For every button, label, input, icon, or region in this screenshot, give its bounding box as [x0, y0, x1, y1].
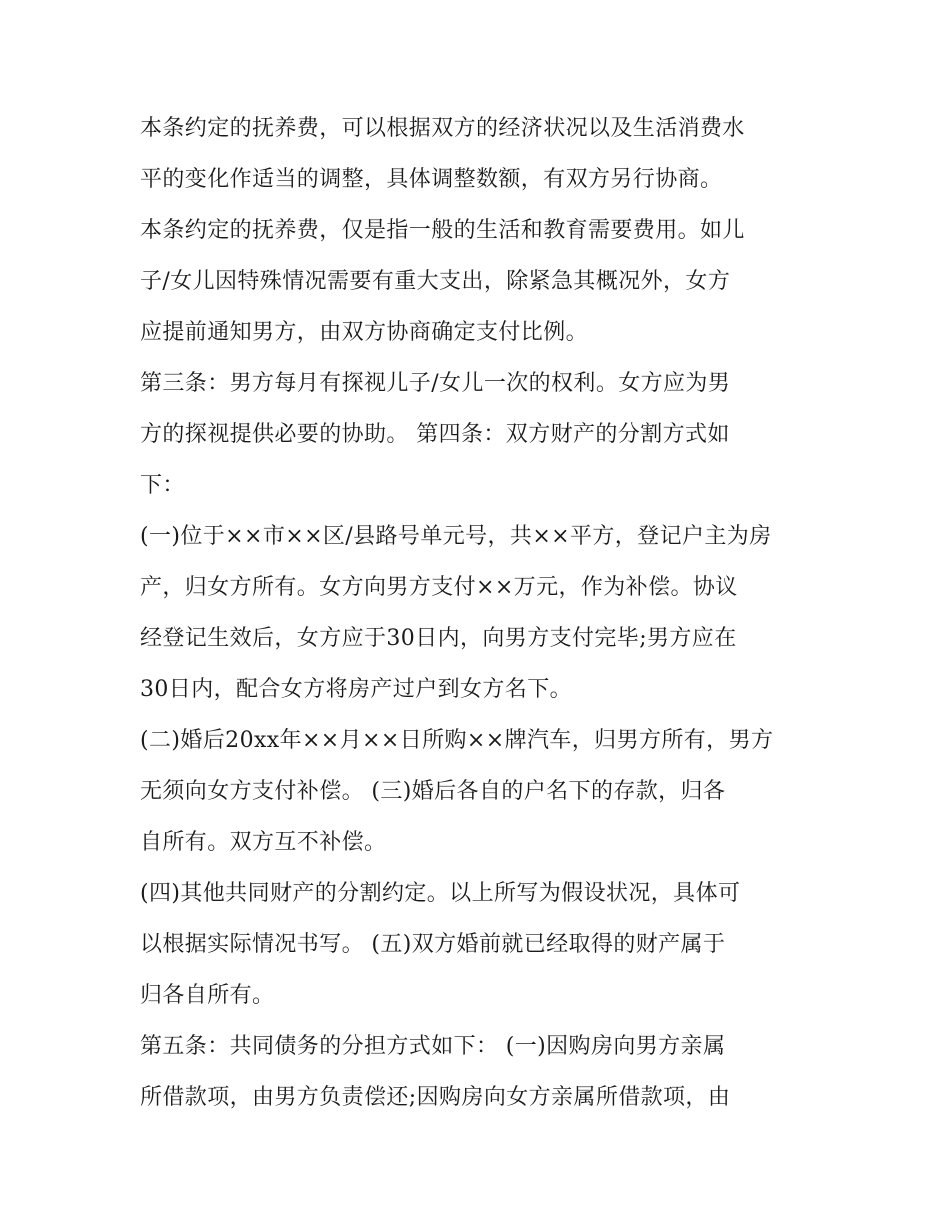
text-line: 自所有。双方互不补偿。	[140, 830, 387, 855]
document-body	[140, 103, 820, 1123]
text-line: 产，归女方所有。女方向男方支付××万元，作为补偿。协议	[140, 575, 738, 600]
text-line: 方的探视提供必要的协助。 第四条：双方财产的分割方式如	[140, 422, 730, 447]
text-line: 第三条：男方每月有探视儿子/女儿一次的权利。女方应为男	[140, 371, 731, 396]
text-line: 子/女儿因特殊情况需要有重大支出，除紧急其概况外，女方	[140, 269, 731, 294]
text-line: 归各自所有。	[140, 983, 275, 1008]
text-line: 经登记生效后，女方应于30日内，向男方支付完毕;男方应在	[140, 626, 737, 651]
text-line: 无须向女方支付补偿。 (三)婚后各自的户名下的存款，归各	[140, 779, 726, 804]
text-line: 30日内，配合女方将房产过户到女方名下。	[140, 677, 572, 702]
text-line: 下：	[140, 473, 185, 498]
text-line: (四)其他共同财产的分割约定。以上所写为假设状况，具体可	[140, 881, 741, 906]
text-line: 本条约定的抚养费，仅是指一般的生活和教育需要费用。如儿	[140, 218, 745, 243]
text-line: (二)婚后20xx年××月××日所购××牌汽车，归男方所有，男方	[140, 728, 774, 753]
text-line: (一)位于××市××区/县路号单元号，共××平方，登记户主为房	[140, 524, 772, 549]
text-line: 应提前通知男方，由双方协商确定支付比例。	[140, 320, 589, 345]
text-line: 平的变化作适当的调整，具体调整数额，有双方另行协商。	[140, 167, 723, 192]
text-line: 以根据实际情况书写。 (五)双方婚前就已经取得的财产属于	[140, 932, 726, 957]
text-line: 第五条：共同债务的分担方式如下： (一)因购房向男方亲属	[140, 1034, 726, 1059]
text-line: 所借款项，由男方负责偿还;因购房向女方亲属所借款项，由	[140, 1085, 731, 1110]
text-line: 本条约定的抚养费，可以根据双方的经济状况以及生活消费水	[140, 116, 745, 141]
